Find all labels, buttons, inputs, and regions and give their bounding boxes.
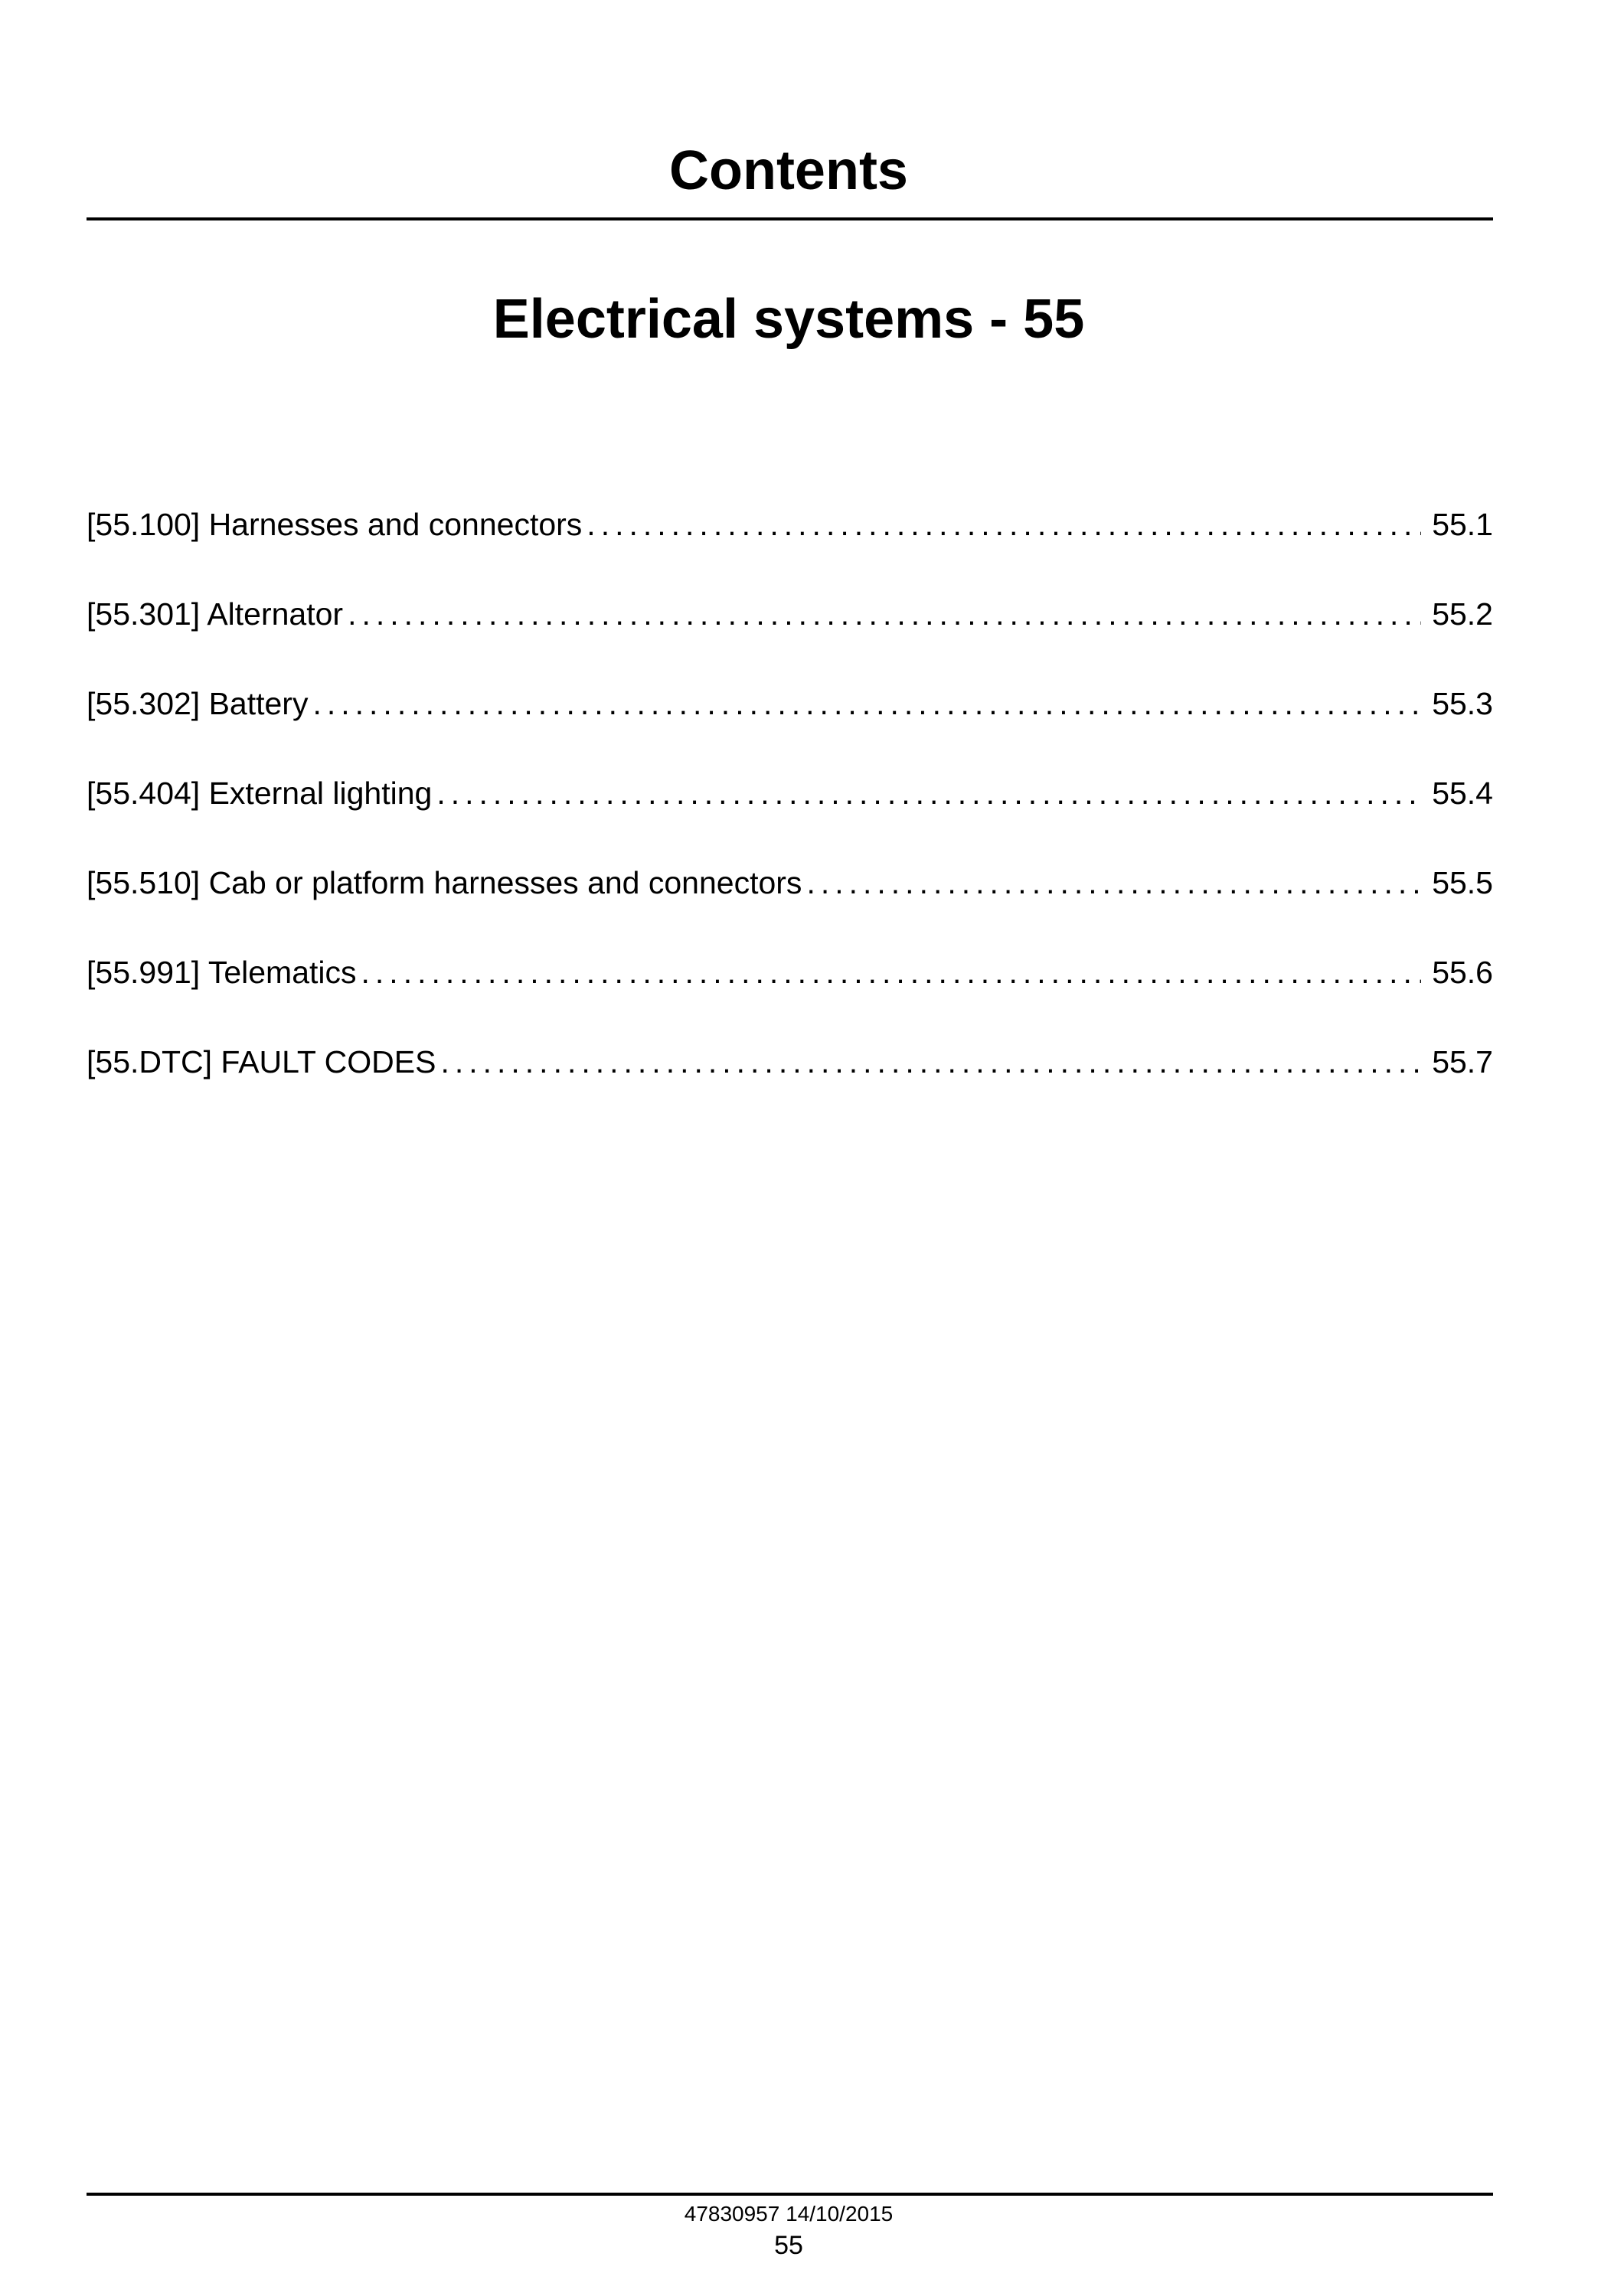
toc-entry-label: [55.100] Harnesses and connectors [87, 507, 583, 542]
footer-document-reference: 47830957 14/10/2015 [684, 2202, 894, 2226]
toc-entry[interactable] [87, 1039, 1493, 1128]
toc-entry[interactable] [87, 681, 1493, 770]
toc-leader-dots [806, 860, 1421, 906]
page-title: Contents [669, 140, 908, 201]
toc-entry-label: [55.301] Alternator [87, 596, 344, 632]
toc-leader-dots [440, 1039, 1421, 1085]
toc-entry[interactable] [87, 501, 1493, 591]
toc-entry-page: 55.6 [1432, 955, 1493, 990]
toc-leader-dots [436, 770, 1421, 816]
toc-leader-dots [312, 681, 1421, 727]
toc-entry[interactable] [87, 770, 1493, 860]
toc-entry-page: 55.1 [1432, 507, 1493, 542]
toc-leader-dots [361, 949, 1422, 995]
section-title: Electrical systems - 55 [492, 289, 1085, 350]
toc-entry[interactable] [87, 949, 1493, 1039]
toc-entry-label: [55.510] Cab or platform harnesses and connectors [87, 865, 802, 900]
toc-entry-page: 55.4 [1432, 776, 1493, 811]
toc-entry[interactable] [87, 591, 1493, 681]
toc-entry-label: [55.DTC] FAULT CODES [87, 1044, 436, 1079]
toc-entry-page: 55.7 [1432, 1044, 1493, 1079]
footer-divider [87, 2193, 1493, 2196]
toc-entry-label: [55.302] Battery [87, 686, 309, 721]
footer-page-number: 55 [774, 2231, 803, 2260]
toc-entry-label: [55.404] External lighting [87, 776, 433, 811]
toc-entry[interactable] [87, 860, 1493, 949]
toc-entry-page: 55.2 [1432, 596, 1493, 632]
toc-entry-page: 55.5 [1432, 865, 1493, 900]
toc-leader-dots [348, 591, 1421, 637]
toc-leader-dots [587, 501, 1421, 547]
toc-entry-page: 55.3 [1432, 686, 1493, 721]
header-divider [87, 217, 1493, 220]
table-of-contents [87, 501, 1493, 1128]
toc-entry-label: [55.991] Telematics [87, 955, 357, 990]
